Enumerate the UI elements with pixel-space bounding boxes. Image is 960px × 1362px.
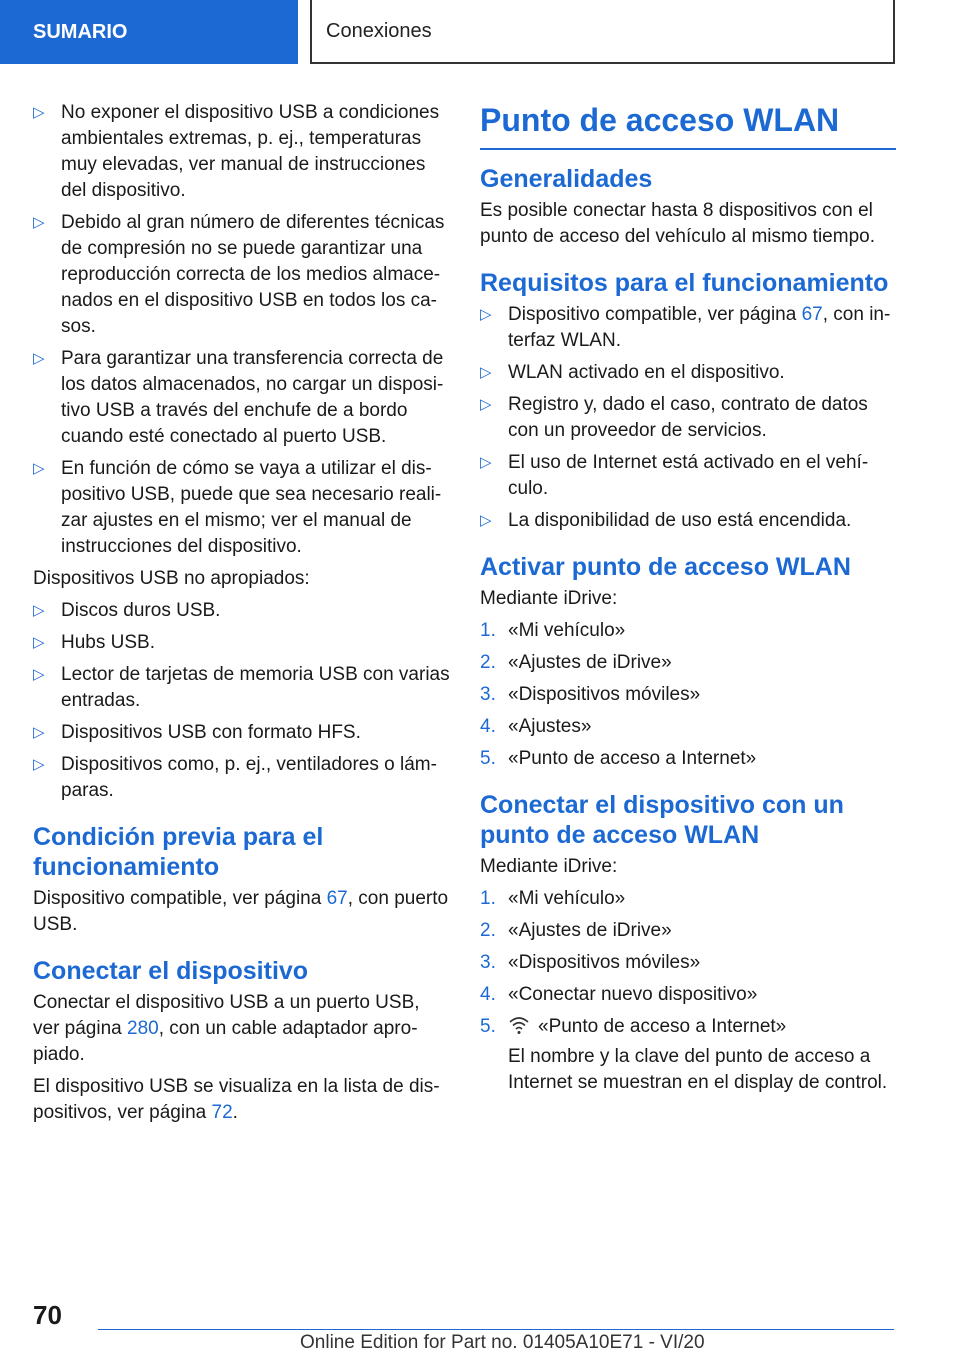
list-item: ▷ Registro y, dado el caso, contrato de datos con un proveedor de servicios. — [480, 394, 868, 441]
footer-edition: Online Edition for Part no. 01405A10E71 - VI/20 — [300, 1332, 705, 1353]
right-column — [480, 100, 896, 1102]
page-number: 70 — [33, 1300, 62, 1330]
conectar-steps — [480, 886, 896, 1096]
triangle-right-icon: ▷ — [480, 396, 492, 413]
step-item: 5. «Punto de acceso a Internet» El nombre y la clave del punto de acceso a Internet se muestran en el display de control. — [480, 1014, 896, 1096]
list-item: ▷ Debido al gran número de diferentes técnicas de compresión no se puede garantizar una reproducción correcta de los medios almacenados en el dispositivo USB en todos los casos. — [33, 212, 445, 337]
triangle-right-icon: ▷ — [480, 306, 492, 323]
step-item: 4. «Ajustes» — [480, 716, 592, 737]
triangle-right-icon: ▷ — [33, 756, 45, 773]
triangle-right-icon: ▷ — [33, 602, 45, 619]
tab-sumario[interactable]: SUMARIO — [0, 0, 298, 64]
heading-generalidades: Generalidades — [480, 165, 653, 193]
list-item: ▷ Para garantizar una transferencia correcta de los datos almacenados, no cargar un dispositivo USB a través del enchufe de a bordo cuando esté conectado al puerto USB. — [33, 348, 444, 447]
triangle-right-icon: ▷ — [33, 634, 45, 651]
activar-steps — [480, 618, 896, 772]
step-item: 2. «Ajustes de iDrive» — [480, 920, 672, 941]
heading-conectar-wlan: Conectar el dispositivo con un punto de acceso WLAN — [480, 791, 844, 849]
list-item: ▷ Hubs USB. — [33, 630, 451, 656]
list-item: ▷ Discos duros USB. — [33, 598, 451, 624]
triangle-right-icon: ▷ — [480, 512, 492, 529]
activar-intro: Mediante iDrive: — [480, 588, 618, 609]
step-note: El nombre y la clave del punto de acceso a Internet se muestran en el display de control. — [508, 1046, 888, 1093]
list-item: ▷ No exponer el dispositivo USB a condiciones ambientales extremas, p. ej., temperaturas muy elevadas, ver manual de instrucciones del dispositivo. — [33, 102, 440, 201]
wifi-icon — [508, 1015, 530, 1035]
unsuitable-devices-list — [33, 598, 451, 804]
list-item: ▷ Dispositivos USB con formato HFS. — [33, 720, 451, 746]
triangle-right-icon: ▷ — [33, 214, 45, 231]
tab-section-conexiones[interactable]: Conexiones — [310, 0, 895, 64]
step-item: 3. «Dispositivos móviles» — [480, 952, 701, 973]
page-link[interactable]: 67 — [326, 888, 348, 909]
lista-text: El dispositivo USB se visualiza en la lista de dispositivos, ver página 72. — [33, 1076, 440, 1123]
page-link[interactable]: 280 — [127, 1018, 159, 1039]
page-link[interactable]: 67 — [801, 304, 823, 325]
list-item: ▷ En función de cómo se vaya a utilizar el dispositivo USB, puede que sea necesario realizar ajustes en el mismo; ver el manual de instrucciones del dispositivo. — [33, 458, 442, 557]
triangle-right-icon: ▷ — [33, 460, 45, 477]
left-column — [33, 100, 451, 1132]
list-item: ▷ Dispositivos como, p. ej., ventiladores o lámparas. — [33, 754, 437, 801]
step-item: 5. «Punto de acceso a Internet» — [480, 748, 757, 769]
generalidades-text: Es posible conectar hasta 8 dispositivos con el punto de acceso del vehículo al mismo tiempo. — [480, 200, 875, 247]
unsuitable-intro: Dispositivos USB no apropiados: — [33, 568, 310, 589]
step-item: 1. «Mi vehículo» — [480, 888, 626, 909]
conectar-text: Conectar el dispositivo USB a un puerto USB, ver página 280, con un cable adaptador apropiado. — [33, 992, 420, 1065]
triangle-right-icon: ▷ — [33, 104, 45, 121]
heading-conectar: Conectar el dispositivo — [33, 957, 309, 985]
step-item: 3. «Dispositivos móviles» — [480, 684, 701, 705]
requisitos-list — [480, 302, 896, 534]
heading-requisitos: Requisitos para el funcionamiento — [480, 269, 889, 297]
list-item: ▷ Dispositivo compatible, ver página 67, con interfaz WLAN. — [480, 304, 891, 351]
step-item: 2. «Ajustes de iDrive» — [480, 652, 672, 673]
step-item: 1. «Mi vehículo» — [480, 620, 626, 641]
triangle-right-icon: ▷ — [480, 454, 492, 471]
triangle-right-icon: ▷ — [480, 364, 492, 381]
list-item: ▷ La disponibilidad de uso está encendida. — [480, 508, 896, 534]
header — [0, 0, 960, 66]
list-item: ▷ WLAN activado en el dispositivo. — [480, 360, 896, 386]
condicion-text: Dispositivo compatible, ver página 67, con puerto USB. — [33, 888, 449, 935]
triangle-right-icon: ▷ — [33, 724, 45, 741]
page-link[interactable]: 72 — [211, 1102, 233, 1123]
step-item: 4. «Conectar nuevo dispositivo» — [480, 984, 758, 1005]
conectar-intro: Mediante iDrive: — [480, 856, 618, 877]
footer-divider — [98, 1329, 894, 1330]
triangle-right-icon: ▷ — [33, 666, 45, 683]
usb-notes-list — [33, 100, 451, 560]
list-item: ▷ Lector de tarjetas de memoria USB con varias entradas. — [33, 664, 450, 711]
list-item: ▷ El uso de Internet está activado en el vehículo. — [480, 452, 869, 499]
heading-condicion: Condición previa para el funcionamiento — [33, 823, 324, 881]
page-title: Punto de acceso WLAN — [480, 100, 896, 150]
heading-activar: Activar punto de acceso WLAN — [480, 553, 851, 581]
triangle-right-icon: ▷ — [33, 350, 45, 367]
